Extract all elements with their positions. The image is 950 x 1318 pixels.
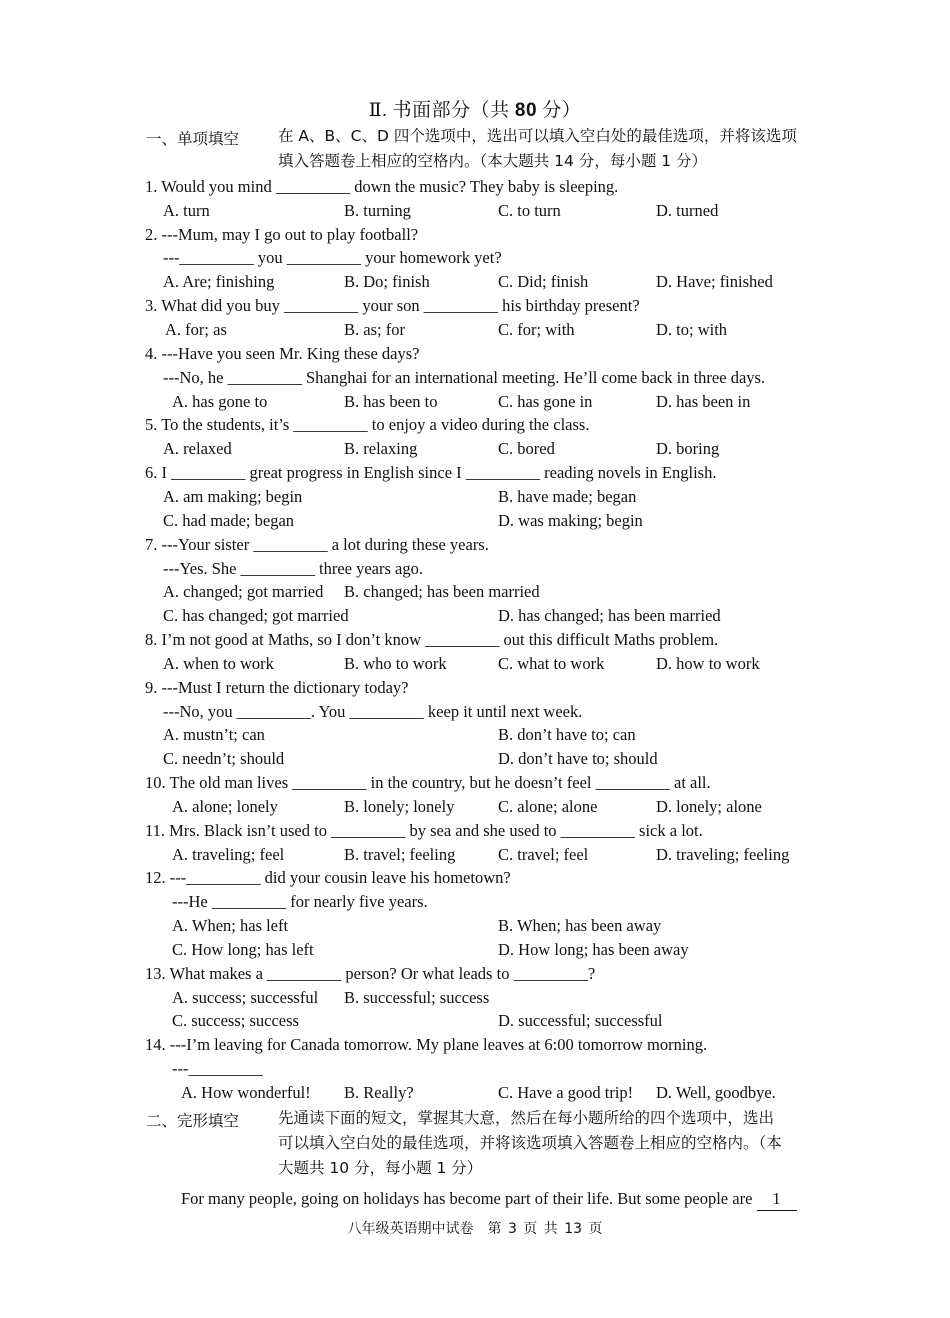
q5-option-a: A. relaxed <box>163 439 232 458</box>
q1-option-c: C. to turn <box>498 201 561 220</box>
q10-option-b: B. lonely; lonely <box>344 797 455 816</box>
question-4-reply: ---No, he _________ Shanghai for an international meeting. He’ll come back in three days. <box>163 368 766 387</box>
question-6: 6. I _________ great progress in English since I _________ reading novels in English. <box>145 463 717 482</box>
section2-instr-line2: 可以填入空白处的最佳选项，并将该选项填入答题卷上相应的空格内。（本 <box>278 1134 782 1152</box>
q13-option-a: A. success; successful <box>172 988 319 1007</box>
q14-option-c: C. Have a good trip! <box>498 1083 634 1102</box>
section1-heading: 一、单项填空 <box>146 130 240 148</box>
q8-option-a: A. when to work <box>163 654 274 673</box>
q3-option-c: C. for; with <box>498 320 575 339</box>
q12-option-a: A. When; has left <box>172 916 289 935</box>
section2-heading: 二、完形填空 <box>146 1112 240 1130</box>
question-10: 10. The old man lives _________ in the country, but he doesn’t feel _________ at all. <box>145 773 711 792</box>
q5-option-c: C. bored <box>498 439 555 458</box>
q10-option-a: A. alone; lonely <box>172 797 278 816</box>
question-3: 3. What did you buy _________ your son _________ his birthday present? <box>145 296 640 315</box>
q6-option-c: C. had made; began <box>163 511 295 530</box>
q4-option-d: D. has been in <box>656 392 751 411</box>
q11-option-a: A. traveling; feel <box>172 845 285 864</box>
q3-option-a: A. for; as <box>165 320 227 339</box>
page-footer: 八年级英语期中试卷 第 3 页 共 13 页 <box>347 1221 603 1237</box>
question-13: 13. What makes a _________ person? Or what leads to _________? <box>145 964 596 983</box>
q7-option-a: A. changed; got married <box>163 582 324 601</box>
section1-instr-line2: 填入答题卷上相应的空格内。（本大题共 14 分，每小题 1 分） <box>278 152 708 170</box>
q6-option-a: A. am making; begin <box>163 487 303 506</box>
q1-option-d: D. turned <box>656 201 719 220</box>
q14-option-a: A. How wonderful! <box>181 1083 311 1102</box>
q14-option-b: B. Really? <box>344 1083 414 1102</box>
q2-option-d: D. Have; finished <box>656 272 773 291</box>
section1-instructions <box>278 124 858 174</box>
question-14-reply: ---_________ <box>172 1059 263 1078</box>
page-title: Ⅱ. 书面部分（共 80 分） <box>368 100 582 121</box>
q10-option-d: D. lonely; alone <box>656 797 762 816</box>
q5-option-d: D. boring <box>656 439 720 458</box>
section2-instr-line3: 大题共 10 分，每小题 1 分） <box>278 1159 483 1177</box>
question-2-reply: ---_________ you _________ your homework yet? <box>163 248 502 267</box>
q13-option-d: D. successful; successful <box>498 1011 663 1030</box>
question-12-reply: ---He _________ for nearly five years. <box>172 892 428 911</box>
question-12: 12. ---_________ did your cousin leave his hometown? <box>145 868 511 887</box>
question-14: 14. ---I’m leaving for Canada tomorrow. My plane leaves at 6:00 tomorrow morning. <box>145 1035 708 1054</box>
q5-option-b: B. relaxing <box>344 439 418 458</box>
q8-option-b: B. who to work <box>344 654 447 673</box>
q9-option-a: A. mustn’t; can <box>163 725 265 744</box>
question-9-reply: ---No, you _________. You _________ keep it until next week. <box>163 702 583 721</box>
question-2: 2. ---Mum, may I go out to play football? <box>145 225 419 244</box>
q10-option-c: C. alone; alone <box>498 797 598 816</box>
passage-text: For many people, going on holidays has become part of their life. But some people are <box>181 1189 753 1208</box>
q13-option-b: B. successful; success <box>344 988 490 1007</box>
q4-option-b: B. has been to <box>344 392 438 411</box>
q14-option-d: D. Well, goodbye. <box>656 1083 776 1102</box>
question-1: 1. Would you mind _________ down the music? They baby is sleeping. <box>145 177 619 196</box>
q4-option-c: C. has gone in <box>498 392 593 411</box>
q3-option-b: B. as; for <box>344 320 405 339</box>
q7-option-d: D. has changed; has been married <box>498 606 721 625</box>
q2-option-c: C. Did; finish <box>498 272 589 291</box>
section2-instructions <box>278 1106 858 1181</box>
q4-option-a: A. has gone to <box>172 392 268 411</box>
cloze-blank-1: 1 <box>757 1188 797 1211</box>
question-9: 9. ---Must I return the dictionary today? <box>145 678 409 697</box>
section2-instr-line1: 先通读下面的短文，掌握其大意，然后在每小题所给的四个选项中，选出 <box>278 1109 775 1127</box>
question-5: 5. To the students, it’s _________ to enjoy a video during the class. <box>145 415 590 434</box>
question-4: 4. ---Have you seen Mr. King these days? <box>145 344 420 363</box>
q9-option-d: D. don’t have to; should <box>498 749 658 768</box>
q3-option-d: D. to; with <box>656 320 728 339</box>
q6-option-d: D. was making; begin <box>498 511 643 530</box>
q12-option-d: D. How long; has been away <box>498 940 689 959</box>
q8-option-c: C. what to work <box>498 654 605 673</box>
q11-option-d: D. traveling; feeling <box>656 845 790 864</box>
q7-option-c: C. has changed; got married <box>163 606 349 625</box>
section1-instr-line1: 在 A、B、C、D 四个选项中，选出可以填入空白处的最佳选项，并将该选项 <box>278 127 797 145</box>
question-11: 11. Mrs. Black isn’t used to _________ by sea and she used to _________ sick a lot. <box>145 821 703 840</box>
q11-option-c: C. travel; feel <box>498 845 589 864</box>
passage-first-line <box>181 1188 797 1211</box>
q7-option-b: B. changed; has been married <box>344 582 540 601</box>
q12-option-c: C. How long; has left <box>172 940 314 959</box>
question-8: 8. I’m not good at Maths, so I don’t know _________ out this difficult Maths problem. <box>145 630 719 649</box>
q2-option-a: A. Are; finishing <box>163 272 275 291</box>
question-7: 7. ---Your sister _________ a lot during these years. <box>145 535 489 554</box>
q11-option-b: B. travel; feeling <box>344 845 456 864</box>
q1-option-a: A. turn <box>163 201 210 220</box>
q2-option-b: B. Do; finish <box>344 272 430 291</box>
q1-option-b: B. turning <box>344 201 411 220</box>
q8-option-d: D. how to work <box>656 654 760 673</box>
q12-option-b: B. When; has been away <box>498 916 662 935</box>
question-7-reply: ---Yes. She _________ three years ago. <box>163 559 423 578</box>
q9-option-c: C. needn’t; should <box>163 749 285 768</box>
q6-option-b: B. have made; began <box>498 487 637 506</box>
q13-option-c: C. success; success <box>172 1011 299 1030</box>
q9-option-b: B. don’t have to; can <box>498 725 636 744</box>
